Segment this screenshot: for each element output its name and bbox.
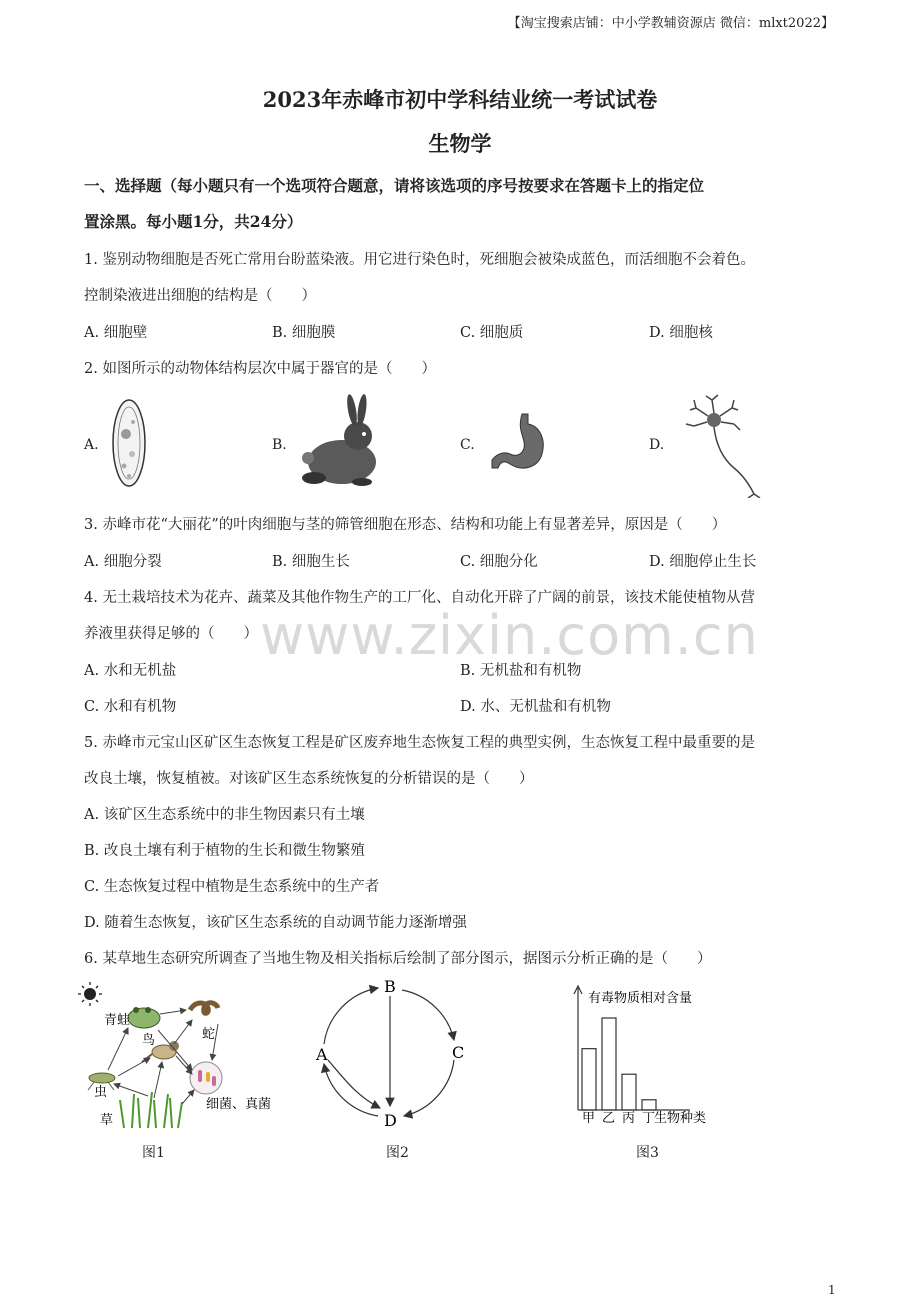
chart-ylabel: 有毒物质相对含量 xyxy=(588,991,693,1006)
q4-option-b: B. 无机盐和有机物 xyxy=(460,663,582,679)
sun-icon xyxy=(78,982,102,1006)
section-heading xyxy=(84,168,844,240)
q5-stem-line2: 改良土壤，恢复植被。对该矿区生态系统恢复的分析错误的是（ ） xyxy=(84,771,534,787)
chart-category-label: 乙 xyxy=(602,1111,616,1126)
chart-category-label: 甲 xyxy=(582,1111,596,1126)
food-web-figure xyxy=(78,980,298,1130)
q5-option-d: D. 随着生态恢复，该矿区生态系统的自动调节能力逐渐增强 xyxy=(84,915,467,931)
chart-bar xyxy=(622,1074,636,1110)
fig1-label-frog: 青蛙 xyxy=(104,1013,131,1028)
fig1-caption: 图1 xyxy=(142,1145,165,1161)
grass-icon xyxy=(120,1092,182,1128)
fig1-label-insect: 虫 xyxy=(94,1085,108,1100)
fig1-label-snake: 蛇 xyxy=(202,1027,216,1042)
stomach-icon xyxy=(488,410,548,476)
q2-stem: 2. 如图所示的动物体结构层次中属于器官的是（ ） xyxy=(84,361,436,377)
cycle-diagram xyxy=(312,976,472,1136)
q1-option-b: B. 细胞膜 xyxy=(272,325,336,341)
page-subtitle: 生物学 xyxy=(428,131,492,156)
q4-option-c: C. 水和有机物 xyxy=(84,699,177,715)
toxin-bar-chart xyxy=(570,984,750,1134)
q5-option-a: A. 该矿区生态系统中的非生物因素只有土壤 xyxy=(84,807,365,823)
q2-label-a: A. xyxy=(84,437,99,453)
paramecium-icon xyxy=(106,396,152,490)
q5-stem-line1: 5. 赤峰市元宝山区矿区生态恢复工程是矿区废弃地生态恢复工程的典型实例，生态恢复工程中最重要的是 xyxy=(84,735,755,751)
node-d: D xyxy=(384,1111,397,1130)
q2-label-b: B. xyxy=(272,437,287,453)
section-heading-line2: 置涂黑。每小题1分，共24分） xyxy=(84,212,303,231)
watermark: www.zixin.com.cn xyxy=(260,604,759,667)
section-heading-line1: 一、选择题（每小题只有一个选项符合题意，请将该选项的序号按要求在答题卡上的指定位 xyxy=(84,176,705,195)
chart-xlabel: 生物种类 xyxy=(654,1111,707,1126)
chart-category-label: 丙 xyxy=(622,1111,636,1126)
page-number: 1 xyxy=(828,1283,836,1297)
chart-bar xyxy=(602,1018,616,1110)
snake-icon xyxy=(190,1003,218,1014)
q1-option-c: C. 细胞质 xyxy=(460,325,524,341)
q2-label-d: D. xyxy=(649,437,665,453)
fig3-caption: 图3 xyxy=(636,1145,659,1161)
q4-option-a: A. 水和无机盐 xyxy=(84,663,177,679)
neuron-icon xyxy=(668,394,764,498)
chart-category-label: 丁 xyxy=(642,1111,656,1126)
fig1-label-decomposer: 细菌、真菌 xyxy=(206,1097,272,1112)
rabbit-icon xyxy=(292,394,388,490)
chart-bar xyxy=(642,1100,656,1110)
q4-stem-line2: 养液里获得足够的（ ） xyxy=(84,626,258,642)
q6-stem: 6. 某草地生态研究所调查了当地生物及相关指标后绘制了部分图示，据图示分析正确的是（ ） xyxy=(84,951,712,967)
node-b: B xyxy=(384,977,396,996)
q1-option-d: D. 细胞核 xyxy=(649,325,713,341)
fig1-label-grass: 草 xyxy=(100,1113,114,1128)
fig2-caption: 图2 xyxy=(386,1145,409,1161)
fig1-label-bird: 鸟 xyxy=(142,1033,156,1048)
q1-option-a: A. 细胞壁 xyxy=(84,325,148,341)
q5-option-c: C. 生态恢复过程中植物是生态系统中的生产者 xyxy=(84,879,380,895)
frog-icon xyxy=(128,1007,160,1028)
q1-stem-line2: 控制染液进出细胞的结构是（ ） xyxy=(84,288,316,304)
q2-label-c: C. xyxy=(460,437,475,453)
q3-option-d: D. 细胞停止生长 xyxy=(649,554,757,570)
q3-option-b: B. 细胞生长 xyxy=(272,554,350,570)
header-note: 【淘宝搜索店铺：中小学教辅资源店 微信：mlxt2022】 xyxy=(507,16,834,31)
q4-option-d: D. 水、无机盐和有机物 xyxy=(460,699,611,715)
q1-stem-line1: 1. 鉴别动物细胞是否死亡常用台盼蓝染液。用它进行染色时，死细胞会被染成蓝色，而活细胞不会着色。 xyxy=(84,252,755,268)
node-c: C xyxy=(452,1043,465,1062)
chart-bar xyxy=(582,1049,596,1110)
q4-stem-line1: 4. 无土栽培技术为花卉、蔬菜及其他作物生产的工厂化、自动化开辟了广阔的前景，该技术能使植物从营 xyxy=(84,590,755,606)
q3-option-a: A. 细胞分裂 xyxy=(84,554,162,570)
node-a: A xyxy=(316,1045,328,1064)
q3-option-c: C. 细胞分化 xyxy=(460,554,538,570)
q5-option-b: B. 改良土壤有利于植物的生长和微生物繁殖 xyxy=(84,843,365,859)
q3-stem: 3. 赤峰市花“大丽花”的叶肉细胞与茎的筛管细胞在形态、结构和功能上有显著差异，原因是（ ） xyxy=(84,517,727,533)
page-title: 2023年赤峰市初中学科结业统一考试试卷 xyxy=(262,87,658,112)
bacteria-icon xyxy=(190,1062,222,1094)
